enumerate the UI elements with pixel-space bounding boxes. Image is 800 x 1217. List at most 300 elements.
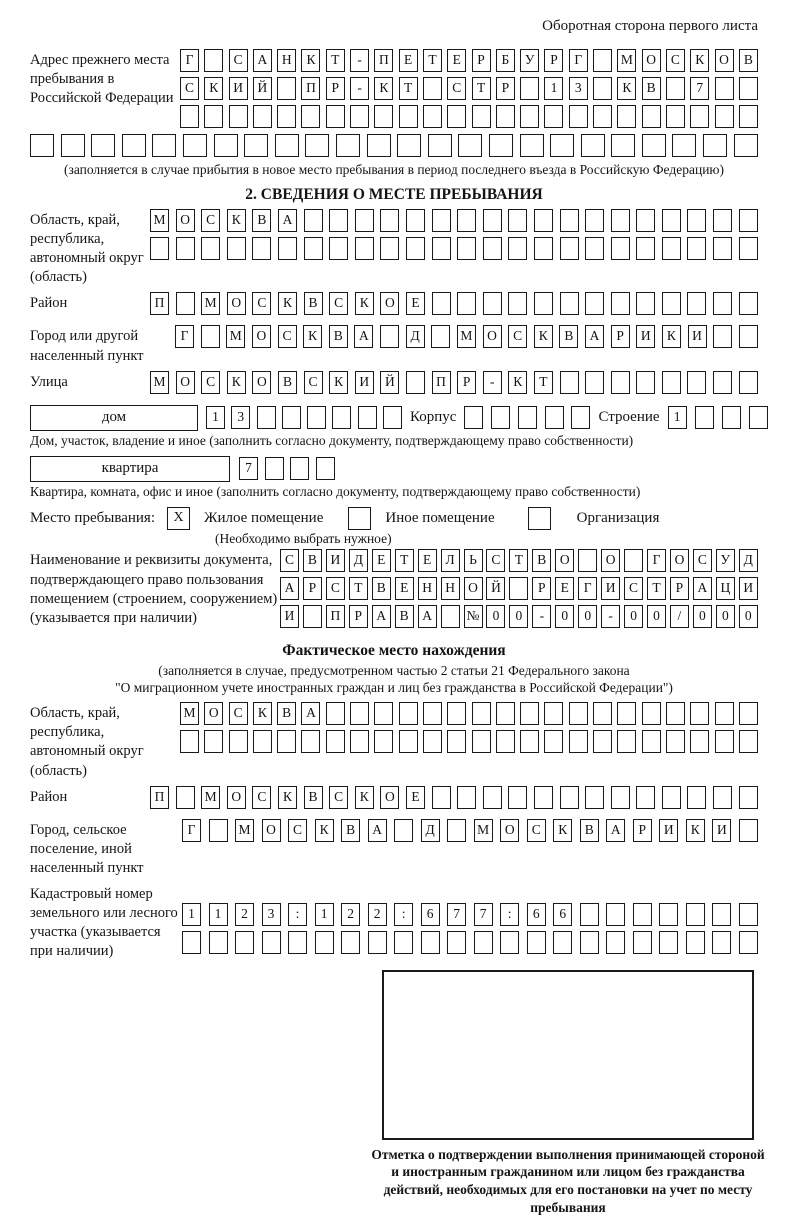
char-cell[interactable] bbox=[368, 931, 387, 954]
char-cell[interactable] bbox=[534, 209, 553, 232]
char-cell[interactable]: Т bbox=[534, 371, 553, 394]
char-cell[interactable] bbox=[571, 406, 590, 429]
char-cell[interactable] bbox=[394, 931, 413, 954]
char-cell[interactable] bbox=[722, 406, 741, 429]
char-cell[interactable]: Н bbox=[418, 577, 437, 600]
char-cell[interactable]: 6 bbox=[527, 903, 546, 926]
char-cell[interactable]: Ь bbox=[464, 549, 483, 572]
char-cell[interactable] bbox=[303, 605, 322, 628]
char-cell[interactable]: В bbox=[304, 292, 323, 315]
char-cell[interactable] bbox=[406, 371, 425, 394]
char-cell[interactable] bbox=[508, 292, 527, 315]
char-cell[interactable] bbox=[569, 702, 588, 725]
char-cell[interactable]: 7 bbox=[474, 903, 493, 926]
char-cell[interactable] bbox=[593, 730, 612, 753]
char-cell[interactable] bbox=[423, 702, 442, 725]
char-cell[interactable] bbox=[739, 702, 758, 725]
char-cell[interactable] bbox=[209, 931, 228, 954]
char-cell[interactable]: А bbox=[585, 325, 604, 348]
char-cell[interactable]: И bbox=[601, 577, 620, 600]
char-cell[interactable]: 2 bbox=[235, 903, 254, 926]
char-cell[interactable]: В bbox=[329, 325, 348, 348]
char-cell[interactable] bbox=[585, 292, 604, 315]
char-cell[interactable] bbox=[690, 105, 709, 128]
char-cell[interactable] bbox=[329, 209, 348, 232]
char-cell[interactable]: 0 bbox=[578, 605, 597, 628]
char-cell[interactable]: Р bbox=[633, 819, 652, 842]
char-cell[interactable]: О bbox=[176, 371, 195, 394]
char-cell[interactable] bbox=[534, 292, 553, 315]
char-cell[interactable]: Т bbox=[472, 77, 491, 100]
char-cell[interactable]: Т bbox=[326, 49, 345, 72]
char-cell[interactable]: С bbox=[624, 577, 643, 600]
char-cell[interactable]: К bbox=[204, 77, 223, 100]
char-cell[interactable] bbox=[659, 931, 678, 954]
char-cell[interactable]: К bbox=[315, 819, 334, 842]
char-cell[interactable]: С bbox=[304, 371, 323, 394]
char-cell[interactable]: О bbox=[555, 549, 574, 572]
char-cell[interactable]: Р bbox=[349, 605, 368, 628]
char-cell[interactable] bbox=[457, 237, 476, 260]
char-cell[interactable] bbox=[496, 730, 515, 753]
char-cell[interactable]: К bbox=[508, 371, 527, 394]
char-cell[interactable]: И bbox=[355, 371, 374, 394]
char-cell[interactable]: - bbox=[601, 605, 620, 628]
char-cell[interactable]: О bbox=[715, 49, 734, 72]
char-cell[interactable] bbox=[229, 105, 248, 128]
char-cell[interactable] bbox=[253, 730, 272, 753]
char-cell[interactable] bbox=[636, 237, 655, 260]
char-cell[interactable] bbox=[483, 786, 502, 809]
char-cell[interactable] bbox=[712, 903, 731, 926]
char-cell[interactable] bbox=[204, 730, 223, 753]
char-cell[interactable] bbox=[30, 134, 54, 157]
char-cell[interactable] bbox=[441, 605, 460, 628]
char-cell[interactable] bbox=[397, 134, 421, 157]
char-cell[interactable] bbox=[544, 702, 563, 725]
char-cell[interactable]: С bbox=[527, 819, 546, 842]
char-cell[interactable]: Р bbox=[544, 49, 563, 72]
char-cell[interactable]: А bbox=[693, 577, 712, 600]
char-cell[interactable] bbox=[304, 237, 323, 260]
char-cell[interactable] bbox=[423, 730, 442, 753]
char-cell[interactable]: И bbox=[739, 577, 758, 600]
char-cell[interactable] bbox=[304, 209, 323, 232]
char-cell[interactable] bbox=[329, 237, 348, 260]
char-cell[interactable] bbox=[593, 77, 612, 100]
char-cell[interactable] bbox=[358, 406, 377, 429]
char-cell[interactable]: А bbox=[368, 819, 387, 842]
char-cell[interactable]: Д bbox=[739, 549, 758, 572]
char-cell[interactable]: М bbox=[150, 371, 169, 394]
char-cell[interactable] bbox=[662, 292, 681, 315]
char-cell[interactable] bbox=[636, 371, 655, 394]
char-cell[interactable] bbox=[496, 702, 515, 725]
char-cell[interactable]: 0 bbox=[555, 605, 574, 628]
char-cell[interactable]: И bbox=[326, 549, 345, 572]
char-cell[interactable]: О bbox=[500, 819, 519, 842]
char-cell[interactable]: А bbox=[301, 702, 320, 725]
char-cell[interactable] bbox=[496, 105, 515, 128]
char-cell[interactable]: К bbox=[253, 702, 272, 725]
char-cell[interactable] bbox=[180, 105, 199, 128]
char-cell[interactable]: Д bbox=[349, 549, 368, 572]
char-cell[interactable]: В bbox=[532, 549, 551, 572]
char-cell[interactable] bbox=[617, 730, 636, 753]
char-cell[interactable]: В bbox=[372, 577, 391, 600]
char-cell[interactable] bbox=[277, 730, 296, 753]
char-cell[interactable]: Е bbox=[418, 549, 437, 572]
char-cell[interactable] bbox=[686, 903, 705, 926]
char-cell[interactable] bbox=[282, 406, 301, 429]
char-cell[interactable]: Р bbox=[303, 577, 322, 600]
char-cell[interactable]: К bbox=[534, 325, 553, 348]
char-cell[interactable] bbox=[690, 702, 709, 725]
char-cell[interactable] bbox=[326, 702, 345, 725]
char-cell[interactable] bbox=[712, 931, 731, 954]
char-cell[interactable] bbox=[374, 702, 393, 725]
char-cell[interactable]: К bbox=[329, 371, 348, 394]
char-cell[interactable]: 7 bbox=[690, 77, 709, 100]
char-cell[interactable] bbox=[534, 237, 553, 260]
char-cell[interactable]: А bbox=[418, 605, 437, 628]
char-cell[interactable]: / bbox=[670, 605, 689, 628]
char-cell[interactable] bbox=[534, 786, 553, 809]
char-cell[interactable] bbox=[432, 209, 451, 232]
char-cell[interactable]: П bbox=[326, 605, 345, 628]
char-cell[interactable]: М bbox=[226, 325, 245, 348]
char-cell[interactable]: : bbox=[500, 903, 519, 926]
char-cell[interactable] bbox=[367, 134, 391, 157]
char-cell[interactable]: С bbox=[288, 819, 307, 842]
char-cell[interactable] bbox=[715, 702, 734, 725]
char-cell[interactable] bbox=[183, 134, 207, 157]
char-cell[interactable] bbox=[91, 134, 115, 157]
char-cell[interactable]: Р bbox=[326, 77, 345, 100]
char-cell[interactable] bbox=[421, 931, 440, 954]
char-cell[interactable] bbox=[500, 931, 519, 954]
char-cell[interactable] bbox=[265, 457, 284, 480]
char-cell[interactable]: В bbox=[277, 702, 296, 725]
char-cell[interactable]: Г bbox=[578, 577, 597, 600]
char-cell[interactable] bbox=[277, 77, 296, 100]
char-cell[interactable] bbox=[611, 786, 630, 809]
char-cell[interactable]: - bbox=[532, 605, 551, 628]
residential-checkbox[interactable]: X bbox=[167, 507, 190, 530]
char-cell[interactable]: С bbox=[447, 77, 466, 100]
char-cell[interactable] bbox=[316, 457, 335, 480]
char-cell[interactable] bbox=[662, 209, 681, 232]
char-cell[interactable] bbox=[301, 105, 320, 128]
char-cell[interactable] bbox=[739, 325, 758, 348]
char-cell[interactable] bbox=[739, 903, 758, 926]
char-cell[interactable] bbox=[560, 237, 579, 260]
char-cell[interactable] bbox=[585, 209, 604, 232]
char-cell[interactable] bbox=[739, 77, 758, 100]
char-cell[interactable] bbox=[447, 730, 466, 753]
char-cell[interactable] bbox=[527, 931, 546, 954]
char-cell[interactable]: - bbox=[483, 371, 502, 394]
char-cell[interactable]: У bbox=[716, 549, 735, 572]
char-cell[interactable] bbox=[560, 209, 579, 232]
char-cell[interactable]: К bbox=[227, 209, 246, 232]
char-cell[interactable]: К bbox=[278, 786, 297, 809]
char-cell[interactable] bbox=[152, 134, 176, 157]
char-cell[interactable] bbox=[305, 134, 329, 157]
char-cell[interactable]: В bbox=[278, 371, 297, 394]
char-cell[interactable] bbox=[713, 371, 732, 394]
char-cell[interactable] bbox=[690, 730, 709, 753]
other-premises-checkbox[interactable] bbox=[348, 507, 371, 530]
char-cell[interactable] bbox=[734, 134, 758, 157]
char-cell[interactable] bbox=[406, 237, 425, 260]
char-cell[interactable] bbox=[227, 237, 246, 260]
char-cell[interactable]: Л bbox=[441, 549, 460, 572]
char-cell[interactable] bbox=[520, 702, 539, 725]
char-cell[interactable] bbox=[332, 406, 351, 429]
char-cell[interactable] bbox=[301, 730, 320, 753]
organization-checkbox[interactable] bbox=[528, 507, 551, 530]
char-cell[interactable] bbox=[739, 292, 758, 315]
char-cell[interactable] bbox=[380, 209, 399, 232]
char-cell[interactable] bbox=[176, 237, 195, 260]
char-cell[interactable] bbox=[518, 406, 537, 429]
char-cell[interactable]: С bbox=[229, 702, 248, 725]
char-cell[interactable] bbox=[611, 371, 630, 394]
char-cell[interactable] bbox=[277, 105, 296, 128]
char-cell[interactable]: П bbox=[150, 292, 169, 315]
char-cell[interactable]: И bbox=[712, 819, 731, 842]
char-cell[interactable]: О bbox=[262, 819, 281, 842]
char-cell[interactable]: 1 bbox=[206, 406, 225, 429]
char-cell[interactable]: О bbox=[176, 209, 195, 232]
char-cell[interactable] bbox=[472, 105, 491, 128]
char-cell[interactable]: Т bbox=[349, 577, 368, 600]
char-cell[interactable] bbox=[355, 209, 374, 232]
char-cell[interactable] bbox=[593, 105, 612, 128]
char-cell[interactable]: В bbox=[341, 819, 360, 842]
char-cell[interactable]: У bbox=[520, 49, 539, 72]
char-cell[interactable]: К bbox=[301, 49, 320, 72]
char-cell[interactable] bbox=[715, 77, 734, 100]
char-cell[interactable]: П bbox=[374, 49, 393, 72]
char-cell[interactable] bbox=[432, 292, 451, 315]
char-cell[interactable]: Ц bbox=[716, 577, 735, 600]
char-cell[interactable] bbox=[662, 786, 681, 809]
char-cell[interactable]: С bbox=[693, 549, 712, 572]
char-cell[interactable] bbox=[508, 237, 527, 260]
char-cell[interactable] bbox=[182, 931, 201, 954]
char-cell[interactable] bbox=[262, 931, 281, 954]
char-cell[interactable]: П bbox=[301, 77, 320, 100]
char-cell[interactable]: С bbox=[329, 292, 348, 315]
char-cell[interactable]: В bbox=[304, 786, 323, 809]
char-cell[interactable] bbox=[687, 209, 706, 232]
char-cell[interactable] bbox=[406, 209, 425, 232]
char-cell[interactable]: К bbox=[355, 786, 374, 809]
char-cell[interactable] bbox=[606, 931, 625, 954]
char-cell[interactable] bbox=[636, 786, 655, 809]
char-cell[interactable]: О bbox=[227, 292, 246, 315]
char-cell[interactable]: : bbox=[394, 903, 413, 926]
char-cell[interactable]: Р bbox=[611, 325, 630, 348]
char-cell[interactable] bbox=[749, 406, 768, 429]
char-cell[interactable]: А bbox=[372, 605, 391, 628]
char-cell[interactable] bbox=[713, 209, 732, 232]
char-cell[interactable]: С bbox=[252, 786, 271, 809]
char-cell[interactable] bbox=[687, 371, 706, 394]
char-cell[interactable]: 1 bbox=[668, 406, 687, 429]
char-cell[interactable]: М bbox=[235, 819, 254, 842]
char-cell[interactable] bbox=[252, 237, 271, 260]
char-cell[interactable]: И bbox=[636, 325, 655, 348]
char-cell[interactable]: 0 bbox=[509, 605, 528, 628]
char-cell[interactable] bbox=[687, 237, 706, 260]
char-cell[interactable] bbox=[374, 105, 393, 128]
char-cell[interactable] bbox=[642, 134, 666, 157]
char-cell[interactable] bbox=[713, 237, 732, 260]
char-cell[interactable]: М bbox=[617, 49, 636, 72]
char-cell[interactable]: С bbox=[486, 549, 505, 572]
char-cell[interactable] bbox=[666, 105, 685, 128]
char-cell[interactable]: 1 bbox=[209, 903, 228, 926]
char-cell[interactable]: Н bbox=[277, 49, 296, 72]
char-cell[interactable] bbox=[666, 730, 685, 753]
char-cell[interactable]: Г bbox=[180, 49, 199, 72]
char-cell[interactable] bbox=[715, 105, 734, 128]
char-cell[interactable] bbox=[341, 931, 360, 954]
char-cell[interactable]: Р bbox=[670, 577, 689, 600]
char-cell[interactable] bbox=[253, 105, 272, 128]
char-cell[interactable]: О bbox=[227, 786, 246, 809]
char-cell[interactable]: О bbox=[483, 325, 502, 348]
char-cell[interactable]: Е bbox=[399, 49, 418, 72]
char-cell[interactable]: И bbox=[280, 605, 299, 628]
char-cell[interactable] bbox=[399, 702, 418, 725]
char-cell[interactable] bbox=[560, 292, 579, 315]
char-cell[interactable]: В bbox=[580, 819, 599, 842]
char-cell[interactable]: М bbox=[201, 786, 220, 809]
char-cell[interactable]: 0 bbox=[647, 605, 666, 628]
char-cell[interactable] bbox=[715, 730, 734, 753]
char-cell[interactable] bbox=[739, 105, 758, 128]
char-cell[interactable]: Р bbox=[472, 49, 491, 72]
char-cell[interactable] bbox=[180, 730, 199, 753]
char-cell[interactable] bbox=[350, 730, 369, 753]
char-cell[interactable] bbox=[509, 577, 528, 600]
char-cell[interactable] bbox=[611, 292, 630, 315]
char-cell[interactable]: Е bbox=[555, 577, 574, 600]
char-cell[interactable]: А bbox=[280, 577, 299, 600]
char-cell[interactable] bbox=[581, 134, 605, 157]
char-cell[interactable] bbox=[350, 702, 369, 725]
char-cell[interactable] bbox=[739, 931, 758, 954]
char-cell[interactable] bbox=[383, 406, 402, 429]
char-cell[interactable] bbox=[399, 105, 418, 128]
char-cell[interactable]: 2 bbox=[368, 903, 387, 926]
char-cell[interactable] bbox=[457, 786, 476, 809]
char-cell[interactable]: 3 bbox=[231, 406, 250, 429]
char-cell[interactable]: С bbox=[508, 325, 527, 348]
char-cell[interactable]: С bbox=[201, 371, 220, 394]
char-cell[interactable] bbox=[394, 819, 413, 842]
char-cell[interactable] bbox=[508, 786, 527, 809]
char-cell[interactable]: Е bbox=[395, 577, 414, 600]
char-cell[interactable] bbox=[617, 105, 636, 128]
char-cell[interactable] bbox=[672, 134, 696, 157]
char-cell[interactable] bbox=[739, 371, 758, 394]
char-cell[interactable]: О bbox=[380, 292, 399, 315]
char-cell[interactable] bbox=[739, 730, 758, 753]
char-cell[interactable] bbox=[457, 292, 476, 315]
char-cell[interactable]: В bbox=[303, 549, 322, 572]
char-cell[interactable] bbox=[611, 134, 635, 157]
char-cell[interactable] bbox=[447, 702, 466, 725]
char-cell[interactable]: В bbox=[739, 49, 758, 72]
char-cell[interactable] bbox=[257, 406, 276, 429]
char-cell[interactable]: В bbox=[395, 605, 414, 628]
char-cell[interactable] bbox=[580, 903, 599, 926]
char-cell[interactable] bbox=[687, 292, 706, 315]
char-cell[interactable] bbox=[687, 786, 706, 809]
char-cell[interactable]: Д bbox=[421, 819, 440, 842]
char-cell[interactable] bbox=[739, 819, 758, 842]
char-cell[interactable]: Н bbox=[441, 577, 460, 600]
char-cell[interactable]: О bbox=[670, 549, 689, 572]
char-cell[interactable] bbox=[483, 209, 502, 232]
char-cell[interactable] bbox=[585, 371, 604, 394]
char-cell[interactable]: - bbox=[350, 49, 369, 72]
char-cell[interactable] bbox=[380, 237, 399, 260]
char-cell[interactable] bbox=[374, 730, 393, 753]
char-cell[interactable] bbox=[326, 105, 345, 128]
char-cell[interactable] bbox=[642, 730, 661, 753]
char-cell[interactable] bbox=[544, 105, 563, 128]
char-cell[interactable]: Т bbox=[509, 549, 528, 572]
char-cell[interactable]: 6 bbox=[421, 903, 440, 926]
char-cell[interactable]: К bbox=[686, 819, 705, 842]
char-cell[interactable] bbox=[483, 292, 502, 315]
char-cell[interactable] bbox=[550, 134, 574, 157]
char-cell[interactable] bbox=[560, 786, 579, 809]
char-cell[interactable]: Г bbox=[647, 549, 666, 572]
char-cell[interactable]: А bbox=[606, 819, 625, 842]
char-cell[interactable] bbox=[739, 786, 758, 809]
char-cell[interactable] bbox=[447, 819, 466, 842]
char-cell[interactable]: В bbox=[559, 325, 578, 348]
char-cell[interactable] bbox=[606, 903, 625, 926]
char-cell[interactable]: М bbox=[180, 702, 199, 725]
char-cell[interactable]: С bbox=[229, 49, 248, 72]
char-cell[interactable] bbox=[489, 134, 513, 157]
char-cell[interactable]: Г bbox=[175, 325, 194, 348]
char-cell[interactable] bbox=[739, 237, 758, 260]
char-cell[interactable] bbox=[457, 209, 476, 232]
char-cell[interactable] bbox=[520, 730, 539, 753]
char-cell[interactable] bbox=[423, 77, 442, 100]
char-cell[interactable]: К bbox=[374, 77, 393, 100]
char-cell[interactable] bbox=[472, 702, 491, 725]
char-cell[interactable] bbox=[585, 786, 604, 809]
char-cell[interactable]: Е bbox=[447, 49, 466, 72]
char-cell[interactable]: К bbox=[617, 77, 636, 100]
char-cell[interactable]: Т bbox=[423, 49, 442, 72]
char-cell[interactable] bbox=[642, 702, 661, 725]
char-cell[interactable]: Е bbox=[406, 292, 425, 315]
char-cell[interactable] bbox=[307, 406, 326, 429]
char-cell[interactable] bbox=[176, 786, 195, 809]
char-cell[interactable] bbox=[235, 931, 254, 954]
